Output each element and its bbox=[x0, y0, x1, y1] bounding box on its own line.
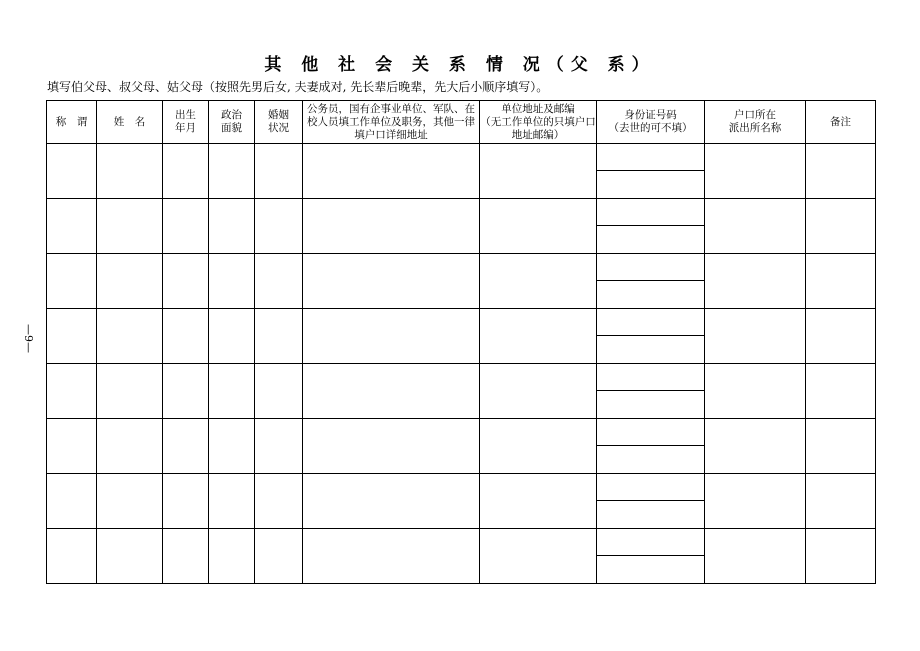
header-relation: 称 谓 bbox=[47, 101, 97, 144]
birth-date-cell[interactable] bbox=[163, 364, 209, 419]
political-status-cell[interactable] bbox=[209, 474, 255, 529]
unit-address-cell[interactable] bbox=[480, 254, 597, 309]
name-cell[interactable] bbox=[97, 144, 163, 199]
work-unit-cell[interactable] bbox=[303, 254, 480, 309]
political-status-cell[interactable] bbox=[209, 199, 255, 254]
name-cell[interactable] bbox=[97, 529, 163, 584]
table-row bbox=[47, 144, 876, 171]
header-birth-date: 出生 年月 bbox=[163, 101, 209, 144]
remarks-cell[interactable] bbox=[806, 254, 876, 309]
relations-form-table bbox=[46, 100, 876, 584]
relation-cell[interactable] bbox=[47, 474, 97, 529]
id-number-cell[interactable] bbox=[597, 144, 705, 171]
marital-status-cell[interactable] bbox=[255, 199, 303, 254]
name-cell[interactable] bbox=[97, 254, 163, 309]
header-name: 姓 名 bbox=[97, 101, 163, 144]
birth-date-cell[interactable] bbox=[163, 199, 209, 254]
id-number-cell[interactable] bbox=[597, 309, 705, 336]
unit-address-cell[interactable] bbox=[480, 474, 597, 529]
police-station-cell[interactable] bbox=[705, 144, 806, 199]
id-number-cell[interactable] bbox=[597, 254, 705, 281]
work-unit-cell[interactable] bbox=[303, 199, 480, 254]
header-police-station: 户口所在 派出所名称 bbox=[705, 101, 806, 144]
unit-address-cell[interactable] bbox=[480, 309, 597, 364]
relation-cell[interactable] bbox=[47, 199, 97, 254]
page-title: 其 他 社 会 关 系 情 况（父 系） bbox=[264, 55, 656, 75]
relation-cell[interactable] bbox=[47, 364, 97, 419]
id-number-cell[interactable] bbox=[597, 336, 705, 364]
marital-status-cell[interactable] bbox=[255, 419, 303, 474]
header-work-unit: 公务员，国有企事业单位、军队、在校人员填工作单位及职务，其他一律填户口详细地址 bbox=[303, 101, 480, 144]
id-number-cell[interactable] bbox=[597, 529, 705, 556]
header-id-number: 身份证号码 （去世的可不填） bbox=[597, 101, 705, 144]
header-political-status: 政治 面貌 bbox=[209, 101, 255, 144]
work-unit-cell[interactable] bbox=[303, 419, 480, 474]
id-number-cell[interactable] bbox=[597, 419, 705, 446]
relation-cell[interactable] bbox=[47, 529, 97, 584]
work-unit-cell[interactable] bbox=[303, 529, 480, 584]
unit-address-cell[interactable] bbox=[480, 419, 597, 474]
id-number-cell[interactable] bbox=[597, 474, 705, 501]
marital-status-cell[interactable] bbox=[255, 529, 303, 584]
birth-date-cell[interactable] bbox=[163, 144, 209, 199]
name-cell[interactable] bbox=[97, 309, 163, 364]
table-row bbox=[47, 309, 876, 336]
relation-cell[interactable] bbox=[47, 254, 97, 309]
table-row bbox=[47, 364, 876, 391]
name-cell[interactable] bbox=[97, 364, 163, 419]
birth-date-cell[interactable] bbox=[163, 254, 209, 309]
marital-status-cell[interactable] bbox=[255, 254, 303, 309]
remarks-cell[interactable] bbox=[806, 364, 876, 419]
form-body bbox=[47, 144, 876, 584]
birth-date-cell[interactable] bbox=[163, 309, 209, 364]
marital-status-cell[interactable] bbox=[255, 364, 303, 419]
table-row bbox=[47, 419, 876, 446]
unit-address-cell[interactable] bbox=[480, 529, 597, 584]
relation-cell[interactable] bbox=[47, 419, 97, 474]
work-unit-cell[interactable] bbox=[303, 474, 480, 529]
remarks-cell[interactable] bbox=[806, 474, 876, 529]
relation-cell[interactable] bbox=[47, 309, 97, 364]
unit-address-cell[interactable] bbox=[480, 199, 597, 254]
work-unit-cell[interactable] bbox=[303, 309, 480, 364]
id-number-cell[interactable] bbox=[597, 226, 705, 254]
table-row bbox=[47, 529, 876, 556]
political-status-cell[interactable] bbox=[209, 254, 255, 309]
id-number-cell[interactable] bbox=[597, 199, 705, 226]
police-station-cell[interactable] bbox=[705, 474, 806, 529]
birth-date-cell[interactable] bbox=[163, 529, 209, 584]
political-status-cell[interactable] bbox=[209, 529, 255, 584]
fill-instruction: 填写伯父母、叔父母、姑父母（按照先男后女, 夫妻成对, 先长辈后晚辈，先大后小顺序填写）。 bbox=[47, 80, 549, 94]
id-number-cell[interactable] bbox=[597, 501, 705, 529]
police-station-cell[interactable] bbox=[705, 199, 806, 254]
political-status-cell[interactable] bbox=[209, 144, 255, 199]
remarks-cell[interactable] bbox=[806, 419, 876, 474]
work-unit-cell[interactable] bbox=[303, 144, 480, 199]
table-row bbox=[47, 254, 876, 281]
work-unit-cell[interactable] bbox=[303, 364, 480, 419]
remarks-cell[interactable] bbox=[806, 199, 876, 254]
name-cell[interactable] bbox=[97, 419, 163, 474]
header-remarks: 备注 bbox=[806, 101, 876, 144]
id-number-cell[interactable] bbox=[597, 391, 705, 419]
political-status-cell[interactable] bbox=[209, 419, 255, 474]
remarks-cell[interactable] bbox=[806, 309, 876, 364]
name-cell[interactable] bbox=[97, 474, 163, 529]
police-station-cell[interactable] bbox=[705, 529, 806, 584]
marital-status-cell[interactable] bbox=[255, 309, 303, 364]
id-number-cell[interactable] bbox=[597, 556, 705, 584]
name-cell[interactable] bbox=[97, 199, 163, 254]
marital-status-cell[interactable] bbox=[255, 474, 303, 529]
id-number-cell[interactable] bbox=[597, 281, 705, 309]
remarks-cell[interactable] bbox=[806, 529, 876, 584]
marital-status-cell[interactable] bbox=[255, 144, 303, 199]
unit-address-cell[interactable] bbox=[480, 364, 597, 419]
birth-date-cell[interactable] bbox=[163, 419, 209, 474]
page-number: —9— bbox=[22, 324, 35, 353]
id-number-cell[interactable] bbox=[597, 171, 705, 199]
unit-address-cell[interactable] bbox=[480, 144, 597, 199]
header-marital-status: 婚姻 状况 bbox=[255, 101, 303, 144]
table-row bbox=[47, 474, 876, 501]
political-status-cell[interactable] bbox=[209, 364, 255, 419]
police-station-cell[interactable] bbox=[705, 254, 806, 309]
id-number-cell[interactable] bbox=[597, 364, 705, 391]
id-number-cell[interactable] bbox=[597, 446, 705, 474]
relation-cell[interactable] bbox=[47, 144, 97, 199]
table-row bbox=[47, 199, 876, 226]
police-station-cell[interactable] bbox=[705, 419, 806, 474]
remarks-cell[interactable] bbox=[806, 144, 876, 199]
header-unit-address: 单位地址及邮编 （无工作单位的只填户口地址邮编） bbox=[480, 101, 597, 144]
birth-date-cell[interactable] bbox=[163, 474, 209, 529]
police-station-cell[interactable] bbox=[705, 309, 806, 364]
police-station-cell[interactable] bbox=[705, 364, 806, 419]
political-status-cell[interactable] bbox=[209, 309, 255, 364]
header-row bbox=[47, 101, 876, 144]
